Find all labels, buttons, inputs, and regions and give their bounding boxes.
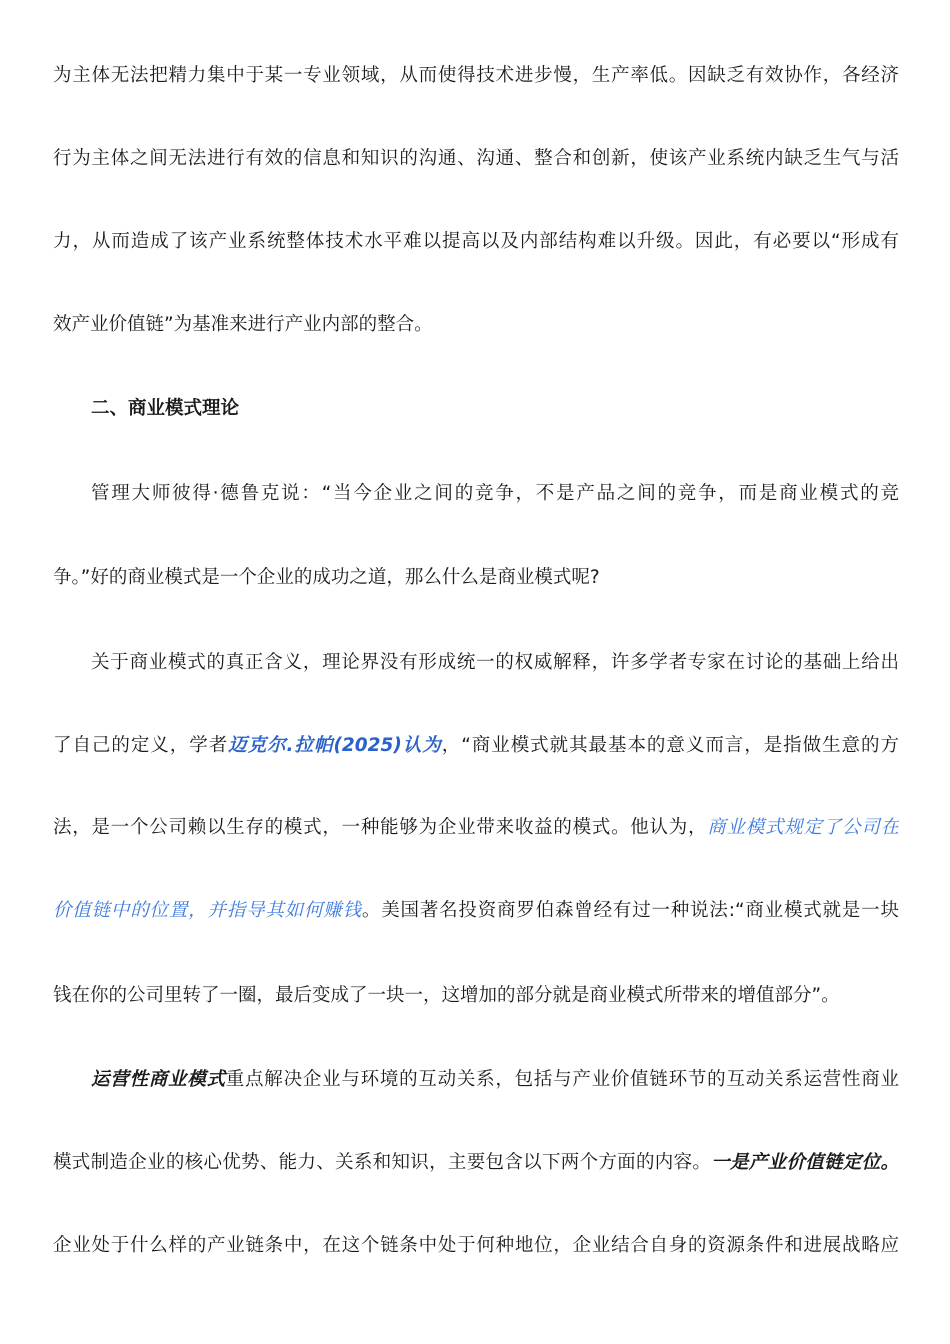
highlighted-quote-part-1: 商业模式规定了公司在 — [707, 817, 899, 838]
paragraph-1-line-1: 为主体无法把精力集中于某一专业领域，从而使得技术进步慢，生产率低。因缺乏有效协作，各经济 — [53, 65, 899, 86]
author-citation: 迈克尔.拉帕(2025)认为 — [228, 735, 442, 756]
paragraph-4-line-2-pre: 模式制造企业的核心优势、能力、关系和知识，主要包含以下两个方面的内容。 — [53, 1152, 712, 1173]
paragraph-3-line-1: 关于商业模式的真正含义，理论界没有形成统一的权威解释，许多学者专家在讨论的基础上给出 — [91, 652, 899, 673]
paragraph-3-line-4-post: 。美国著名投资商罗伯森曾经有过一种说法:“商业模式就是一块 — [361, 900, 899, 921]
paragraph-4-line-1 — [91, 1068, 899, 1092]
paragraph-4-line-3: 企业处于什么样的产业链条中，在这个链条中处于何种地位，企业结合自身的资源条件和进展战略应 — [53, 1235, 899, 1256]
paragraph-3-line-5: 钱在你的公司里转了一圈，最后变成了一块一，这增加的部分就是商业模式所带来的增值部分”。 — [53, 985, 840, 1006]
paragraph-3-line-3-pre: 法，是一个公司赖以生存的模式，一种能够为企业带来收益的模式。他认为， — [53, 817, 708, 838]
paragraph-2-line-1: 管理大师彼得·德鲁克说：“当今企业之间的竞争，不是产品之间的竞争，而是商业模式的竞 — [91, 483, 899, 504]
emphasis-period: 。 — [880, 1152, 899, 1173]
emphasis-value-chain-positioning: 一是产业价值链定位 — [711, 1152, 881, 1173]
paragraph-1-line-2: 行为主体之间无法进行有效的信息和知识的沟通、沟通、整合和创新，使该产业系统内缺乏生气与活 — [53, 148, 899, 169]
paragraph-3-line-2-pre: 了自己的定义，学者 — [53, 735, 229, 756]
paragraph-1-line-3: 力，从而造成了该产业系统整体技术水平难以提高以及内部结构难以升级。因此，有必要以“形成有 — [53, 231, 899, 252]
paragraph-3-line-2-post: ，“商业模式就其最基本的意义而言，是指做生意的方 — [441, 735, 899, 756]
paragraph-4-line-2 — [53, 1151, 899, 1175]
paragraph-3-line-3 — [53, 816, 899, 840]
highlighted-quote-part-2: 价值链中的位置，并指导其如何赚钱 — [53, 900, 362, 921]
emphasis-operational-model: 运营性商业模式 — [91, 1069, 226, 1090]
paragraph-3-line-2 — [53, 734, 899, 758]
paragraph-2-line-2: 争。”好的商业模式是一个企业的成功之道，那么什么是商业模式呢? — [53, 567, 600, 588]
section-heading: 二、商业模式理论 — [91, 398, 240, 419]
paragraph-3-line-4 — [53, 899, 899, 923]
paragraph-1-line-4: 效产业价值链”为基准来进行产业内部的整合。 — [53, 314, 433, 335]
paragraph-4-line-1-post: 重点解决企业与环境的互动关系，包括与产业价值链环节的互动关系运营性商业 — [225, 1069, 899, 1090]
